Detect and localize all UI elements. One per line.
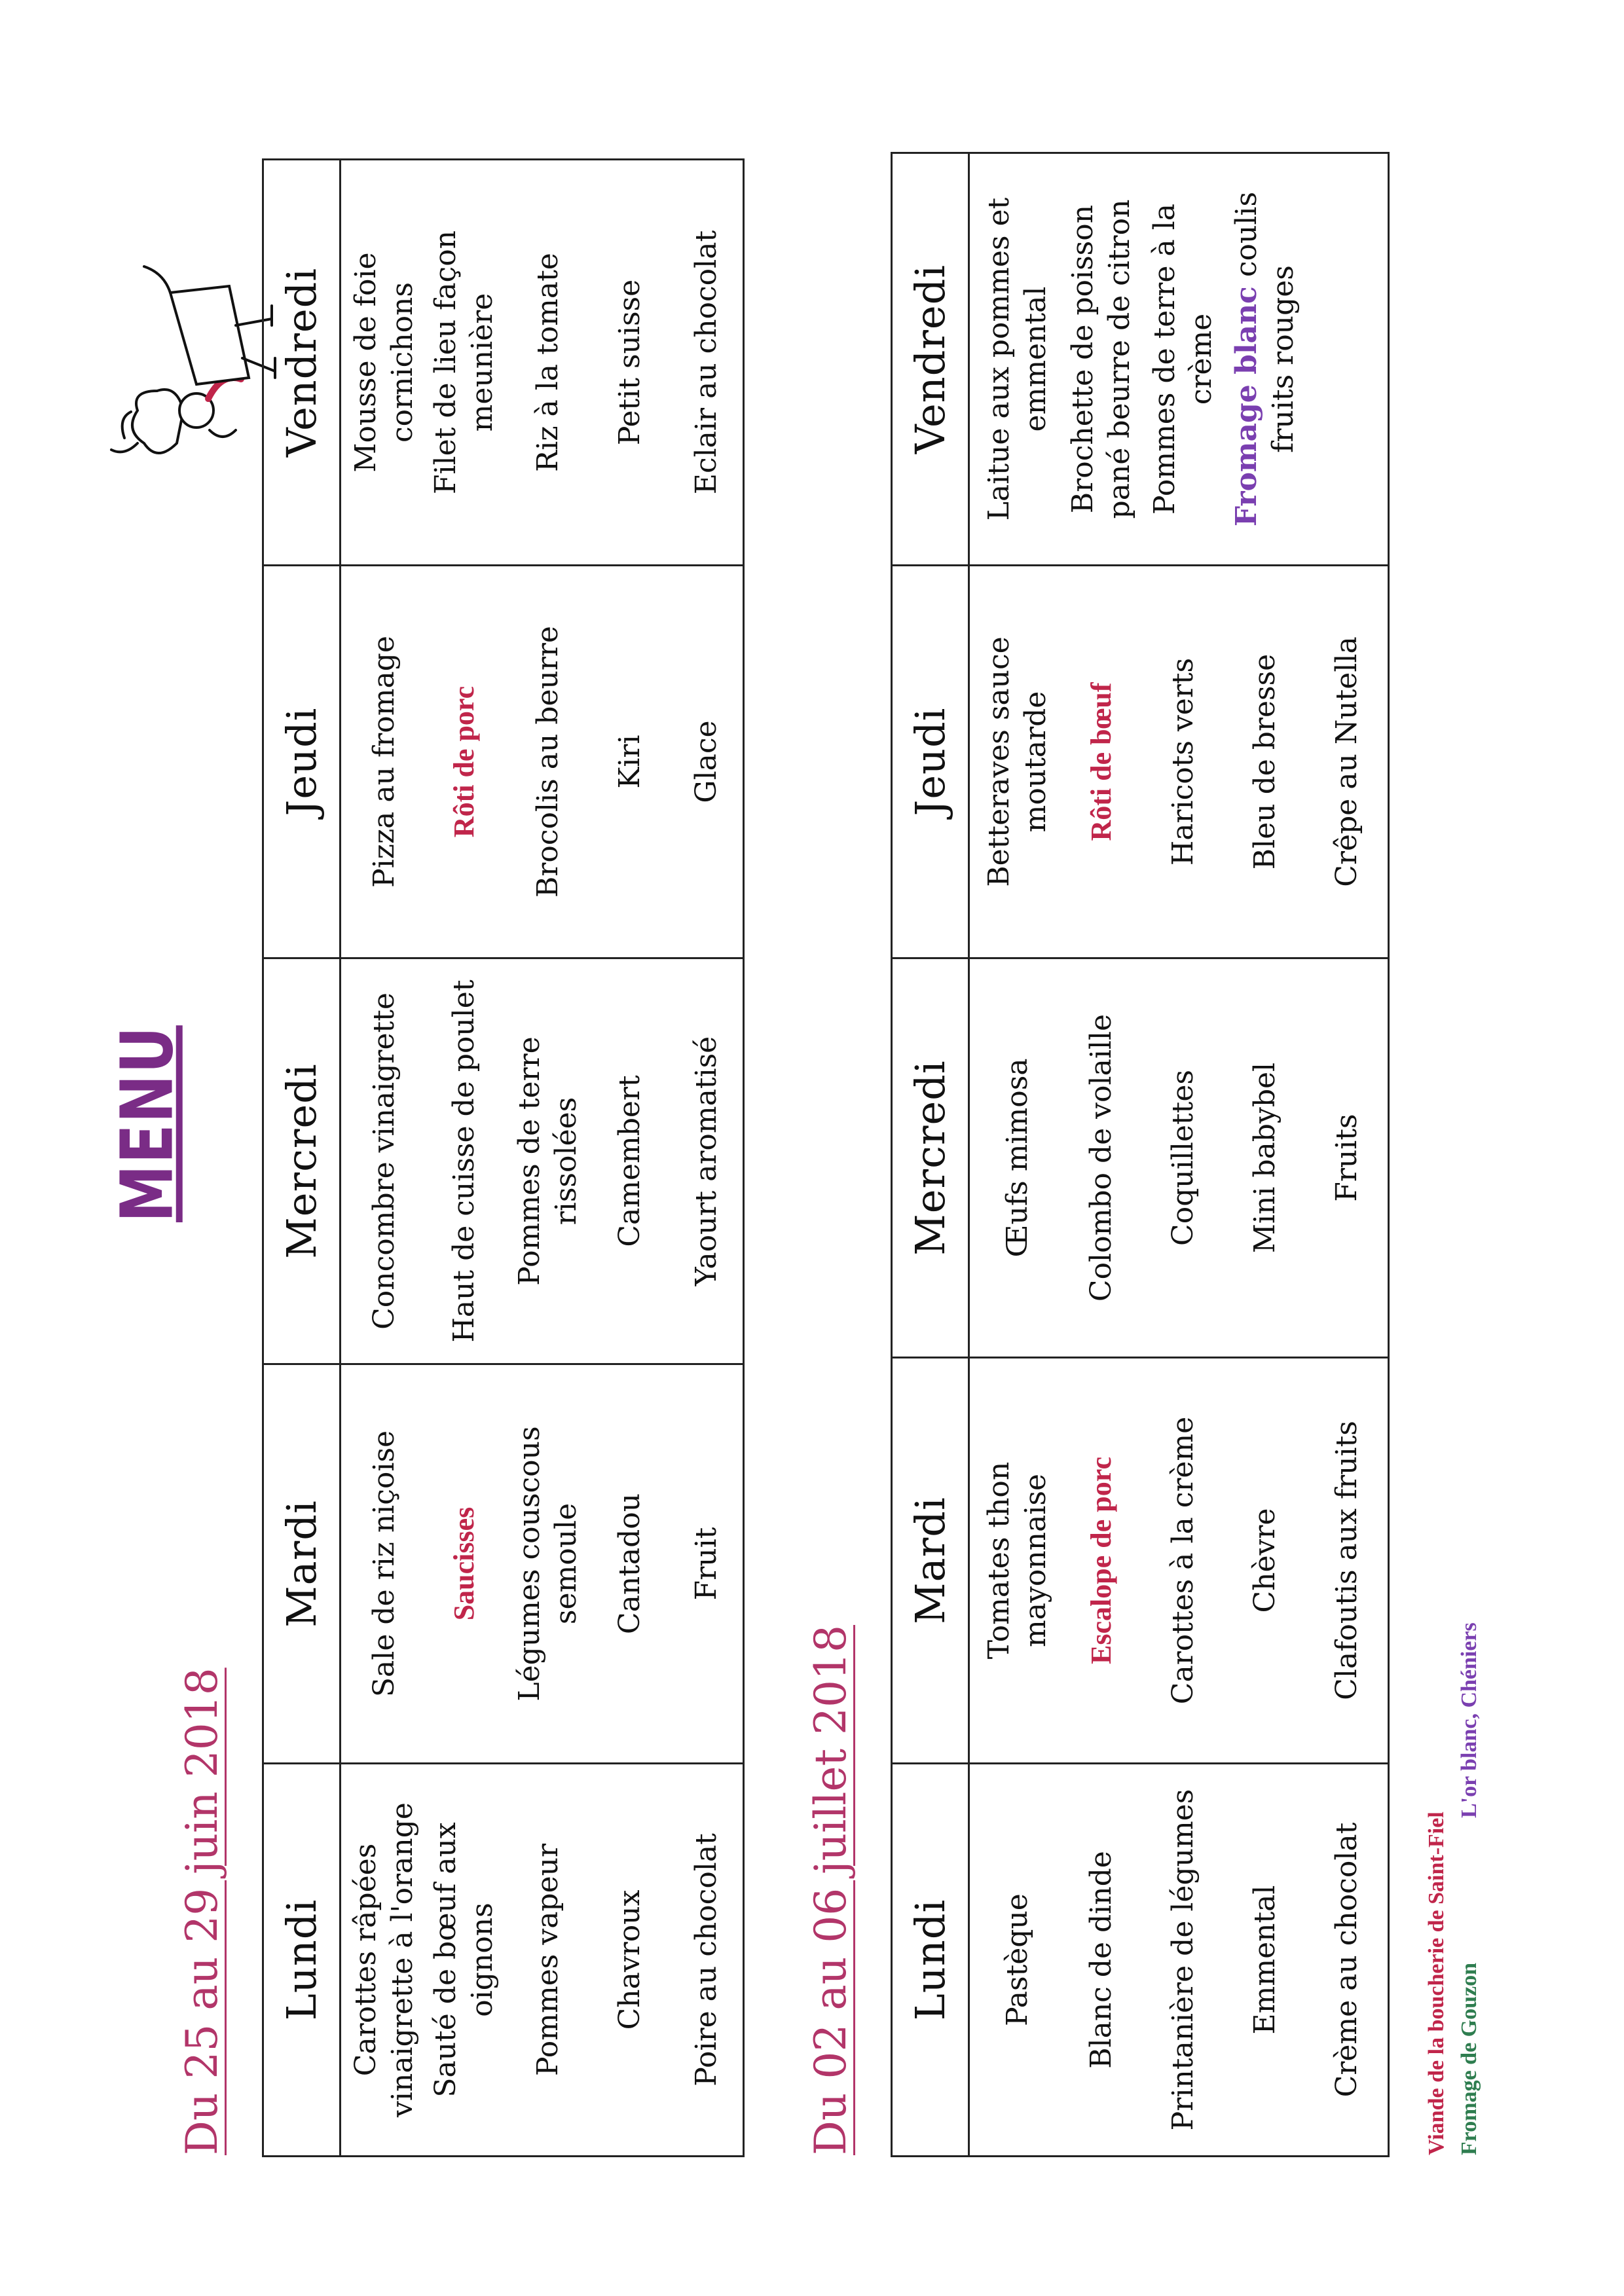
cheese: Camembert xyxy=(612,1075,646,1247)
side-dish: Carottes à la crème xyxy=(1166,1416,1200,1705)
starter: Mousse de foie cornichons xyxy=(348,252,419,473)
day-cell xyxy=(969,1358,1389,1764)
side-dish: Pommes vapeur xyxy=(530,1843,564,2077)
dessert: Fruit xyxy=(690,1527,723,1601)
main-dish: Brochette de poisson pané beurre de citron xyxy=(1065,199,1136,519)
week-1-table xyxy=(262,158,745,2157)
side-dish: Printanière de légumes xyxy=(1166,1789,1200,2131)
main-dish: Filet de lieu façon meunière xyxy=(429,230,499,495)
day-cell xyxy=(969,566,1389,958)
main-dish: Escalope de porc xyxy=(1084,1457,1117,1664)
cheese: Petit suisse xyxy=(612,279,646,446)
cheese-dessert xyxy=(1224,170,1306,549)
day-header: Lundi xyxy=(263,1764,341,2157)
cheese: Kiri xyxy=(612,735,646,789)
menu-title: MENU xyxy=(105,1025,189,1222)
side-dish: Haricots verts xyxy=(1166,657,1200,866)
day-cell xyxy=(969,1764,1389,2157)
side-dish: Riz à la tomate xyxy=(530,253,564,472)
main-dish: Haut de cuisse de poulet xyxy=(447,979,481,1343)
starter: Sale de riz niçoise xyxy=(367,1430,401,1698)
starter: Pizza au fromage xyxy=(367,636,401,888)
starter: Carottes râpées vinaigrette à l'orange xyxy=(348,1802,419,2117)
starter: Betteraves sauce moutarde xyxy=(982,636,1052,887)
legend-cheese: Fromage de Gouzon xyxy=(1457,1962,1481,2155)
dessert: Crème au chocolat xyxy=(1329,1822,1363,2098)
cheese: Cantadou xyxy=(612,1493,646,1635)
side-dish: Pommes de terre à la crème xyxy=(1147,204,1218,515)
main-dish: Saucisses xyxy=(448,1506,480,1621)
main-dish: Sauté de bœuf aux oignons xyxy=(429,1822,499,2098)
starter: Concombre vinaigrette xyxy=(367,993,401,1330)
side-dish: Légumes couscous semoule xyxy=(512,1426,583,1702)
legend-bread: L'or blanc, Chéniers xyxy=(1457,1622,1481,1818)
dessert: Yaourt aromatisé xyxy=(690,1036,723,1286)
day-header: Vendredi xyxy=(892,153,969,566)
cheese: Emmental xyxy=(1247,1885,1282,2035)
starter: Tomates thon mayonnaise xyxy=(982,1461,1052,1660)
day-header: Mercredi xyxy=(263,958,341,1364)
dessert: Crêpe au Nutella xyxy=(1329,636,1363,887)
cheese: Mini babybel xyxy=(1247,1062,1282,1254)
starter: Laitue aux pommes et emmental xyxy=(982,197,1052,521)
side-dish: Pommes de terre rissolées xyxy=(512,1036,583,1286)
day-header: Jeudi xyxy=(892,566,969,958)
cheese: Chavroux xyxy=(612,1889,646,2030)
day-cell xyxy=(341,160,744,566)
side-dish: Coquillettes xyxy=(1166,1070,1200,1246)
dessert: Poire au chocolat xyxy=(690,1833,723,2086)
day-cell xyxy=(341,566,744,958)
cheese: Bleu de bresse xyxy=(1247,653,1282,870)
day-cell xyxy=(969,153,1389,566)
dessert: Glace xyxy=(690,720,723,803)
cheese-highlight: Fromage blanc xyxy=(1229,286,1263,527)
day-header: Jeudi xyxy=(263,566,341,958)
side-dish: Brocolis au beurre xyxy=(530,626,564,898)
week-2-title: Du 02 au 06 juillet 2018 xyxy=(805,1625,856,2155)
dessert: Fruits xyxy=(1329,1114,1363,1202)
starter: Pastèque xyxy=(1001,1893,1034,2026)
dessert: Clafoutis aux fruits xyxy=(1329,1421,1363,1700)
cheese: Chèvre xyxy=(1247,1508,1282,1613)
day-cell xyxy=(969,958,1389,1358)
main-dish: Rôti de bœuf xyxy=(1084,682,1117,841)
day-header: Mardi xyxy=(263,1364,341,1764)
week-1-title: Du 25 au 29 juin 2018 xyxy=(177,1667,227,2155)
main-dish: Rôti de porc xyxy=(448,685,480,838)
day-cell xyxy=(341,958,744,1364)
main-dish: Blanc de dinde xyxy=(1084,1851,1118,2069)
week-2-table xyxy=(891,152,1390,2157)
day-cell xyxy=(341,1764,744,2157)
main-dish: Colombo de volaille xyxy=(1084,1013,1118,1302)
day-header: Vendredi xyxy=(263,160,341,566)
day-cell xyxy=(341,1364,744,1764)
starter: Œufs mimosa xyxy=(1001,1058,1034,1258)
day-header: Mercredi xyxy=(892,958,969,1358)
dessert: Eclair au chocolat xyxy=(690,230,723,495)
legend-meat: Viande de la boucherie de Saint-Fiel xyxy=(1424,1812,1449,2155)
coulis-text: coulis fruits rouges xyxy=(1229,191,1300,453)
day-header: Lundi xyxy=(892,1764,969,2157)
day-header: Mardi xyxy=(892,1358,969,1764)
